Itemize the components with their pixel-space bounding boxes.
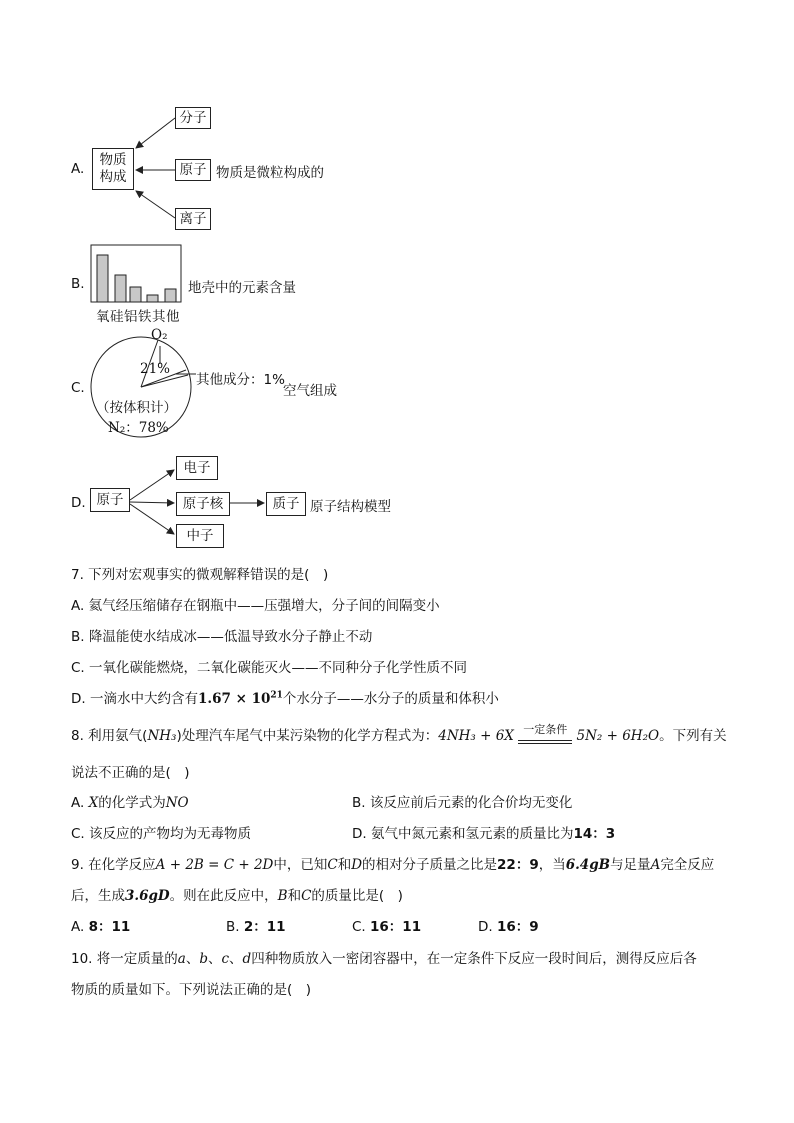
q8-stem-line2: 说法不正确的是( ) — [71, 765, 190, 781]
q10-sep3: 、 — [229, 951, 243, 967]
q8-a-x: X — [88, 795, 99, 811]
other-components-label: 其他成分：1% — [196, 372, 285, 388]
q8-stem-mid: )处理汽车尾气中某污染物的化学方程式为： — [176, 728, 439, 744]
q9-b-value: 2：11 — [243, 919, 286, 935]
q10-l1-a: 10. 将一定质量的 — [71, 951, 178, 967]
option-b-letter: B. — [71, 276, 85, 292]
option-c-caption: 空气组成 — [283, 383, 337, 399]
q9-ratio: 22：9 — [497, 857, 539, 873]
o2-label: O₂ — [151, 327, 168, 343]
option-d-letter: D. — [71, 495, 86, 511]
q8-nh3: NH₃ — [147, 728, 177, 744]
q10-b: b — [199, 951, 208, 967]
q8-eq-left: 4NH₃ + 6X — [438, 728, 514, 744]
q9-d-value: 16：9 — [496, 919, 539, 935]
q9-equation: A + 2B = C + 2D — [155, 857, 274, 873]
q9-l1-g: ，当 — [538, 857, 566, 873]
atom-root-box: 原子 — [90, 488, 130, 512]
q9-a-letter: A. — [71, 919, 85, 935]
q9-line2 — [71, 884, 403, 904]
q9-l2-c: B — [277, 888, 288, 904]
q10-line1 — [71, 947, 697, 967]
proton-box: 质子 — [266, 492, 306, 516]
q8-option-c: C. 该反应的产物均为无毒物质 — [71, 826, 252, 842]
q7-d-prefix: D. 一滴水中大约含有 — [71, 691, 198, 707]
q9-c-value: 16：11 — [370, 919, 422, 935]
q9-d-letter: D. — [478, 919, 493, 935]
q8-a-prefix: A. — [71, 795, 89, 811]
q8-condition: 一定条件 — [523, 723, 568, 736]
q8-option-d — [352, 822, 615, 842]
ion-box: 离子 — [175, 208, 211, 230]
q10-a: a — [177, 951, 186, 967]
q9-l2-b: 。则在此反应中， — [169, 888, 278, 904]
o2-percent: 21% — [140, 361, 171, 377]
q8-stem-post: 。下列有关 — [659, 728, 727, 744]
q9-option-d — [478, 915, 539, 935]
option-a-caption: 物质是微粒构成的 — [216, 165, 324, 181]
q9-mass-b: 6.4gB — [565, 857, 611, 873]
by-volume-label: （按体积计） — [96, 400, 177, 416]
q10-c: c — [221, 951, 230, 967]
q9-l1-i: A — [650, 857, 661, 873]
q7-option-c: C. 一氧化碳能燃烧，二氧化碳能灭火——不同种分子化学性质不同 — [71, 660, 468, 676]
q8-d-value: 14：3 — [573, 826, 616, 842]
q9-l1-a: 9. 在化学反应 — [71, 857, 156, 873]
q8-stem-line1 — [71, 724, 727, 744]
atom-box: 原子 — [175, 159, 211, 181]
q9-option-a — [71, 915, 130, 935]
q8-eq-right: 5N₂ + 6H₂O — [576, 728, 660, 744]
q10-line2: 物质的质量如下。下列说法正确的是( ) — [71, 982, 312, 998]
q9-l1-e: D — [351, 857, 363, 873]
n2-percent: N₂：78% — [108, 420, 169, 436]
q9-l2-d: 和 — [287, 888, 302, 904]
q9-l1-b: 中，已知 — [273, 857, 328, 873]
q9-l1-j: 完全反应 — [660, 857, 715, 873]
q9-c-letter: C. — [352, 919, 366, 935]
q8-option-b: B. 该反应前后元素的化合价均无变化 — [352, 795, 573, 811]
q7-option-a: A. 氦气经压缩储存在钢瓶中——压强增大，分子间的间隔变小 — [71, 598, 440, 614]
q9-l2-e: C — [301, 888, 312, 904]
q9-l1-h: 与足量 — [610, 857, 651, 873]
q9-l2-a: 后，生成 — [71, 888, 125, 904]
option-b-caption: 地壳中的元素含量 — [188, 280, 296, 296]
q8-option-a — [71, 791, 189, 811]
q8-a-mid: 的化学式为 — [98, 795, 166, 811]
q9-b-letter: B. — [226, 919, 240, 935]
molecule-box: 分子 — [175, 107, 211, 129]
option-b-bar-labels: 氧硅铝铁其他 — [96, 309, 180, 325]
neutron-box: 中子 — [176, 524, 224, 548]
q9-l1-c: C — [327, 857, 338, 873]
nucleus-box: 原子核 — [176, 492, 230, 516]
q9-option-c — [352, 915, 421, 935]
electron-box: 电子 — [176, 456, 218, 480]
q7-d-number: 1.67 × 10 — [197, 691, 271, 707]
q10-sep2: 、 — [207, 951, 222, 967]
q9-a-value: 8：11 — [88, 919, 131, 935]
q10-l1-b: 四种物质放入一密闭容器中，在一定条件下反应一段时间后，测得反应后各 — [251, 951, 697, 967]
matter-composition-box: 物质 构成 — [92, 148, 134, 190]
q7-option-b: B. 降温能使水结成冰——低温导致水分子静止不动 — [71, 629, 373, 645]
q10-sep1: 、 — [185, 951, 200, 967]
option-a-letter: A. — [71, 161, 85, 177]
option-d-caption: 原子结构模型 — [310, 499, 391, 515]
q7-stem: 7. 下列对宏观事实的微观解释错误的是( ) — [71, 567, 329, 583]
q9-mass-d: 3.6gD — [125, 888, 170, 904]
q9-l1-d: 和 — [337, 857, 352, 873]
q7-option-d — [71, 687, 499, 707]
q9-l2-f: 的质量比是( ) — [311, 888, 403, 904]
q8-d-prefix: D. 氨气中氮元素和氢元素的质量比为 — [352, 826, 574, 842]
q8-condition-arrow — [518, 723, 572, 744]
q9-line1 — [71, 853, 714, 873]
q8-stem-pre: 8. 利用氨气( — [71, 728, 148, 744]
q10-d: d — [242, 951, 252, 967]
q8-a-no: NO — [165, 795, 189, 811]
q7-d-suffix: 个水分子——水分子的质量和体积小 — [282, 691, 499, 707]
q7-d-exponent: 21 — [270, 690, 283, 701]
option-c-letter: C. — [71, 380, 85, 396]
q9-l1-f: 的相对分子质量之比是 — [362, 857, 498, 873]
q9-option-b — [226, 915, 286, 935]
